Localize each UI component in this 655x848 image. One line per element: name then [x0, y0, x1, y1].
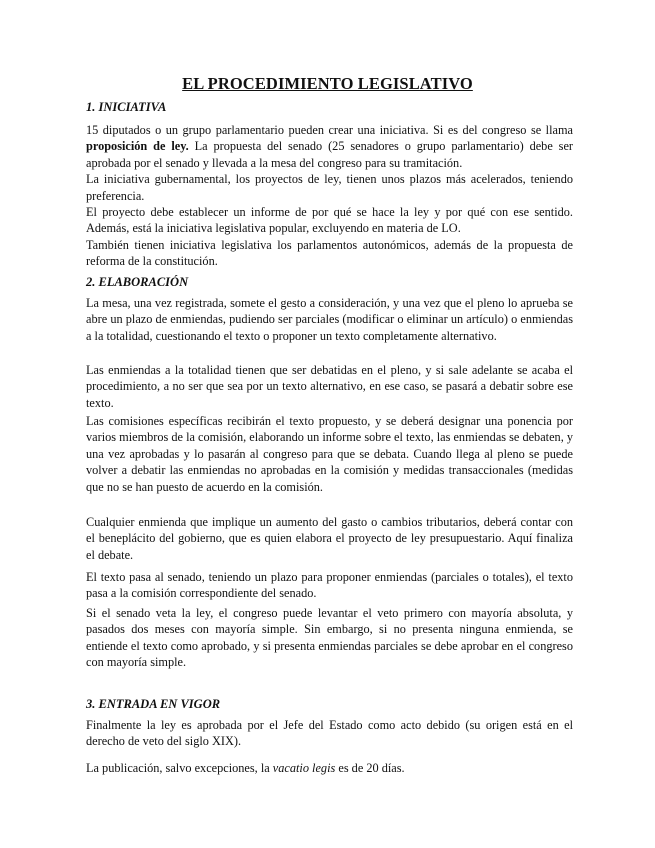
paragraph-text: es de 20 días. — [335, 761, 405, 775]
paragraph-text: La publicación, salvo excepciones, la — [86, 761, 273, 775]
section-body-elaboracion-4 — [86, 514, 573, 563]
paragraph: Si el senado veta la ley, el congreso puede levantar el veto primero con mayoría absoluta, y pasados dos meses con mayoría simple. Sin embargo, si no presenta ninguna enmienda, se entiende el texto como aprobado, y si presenta enmiendas parciales se debe aprobar en el congreso con mayoría simple. — [86, 606, 573, 670]
paragraph: La iniciativa gubernamental, los proyectos de ley, tienen unos plazos más acelerados, teniendo preferencia. — [86, 172, 573, 203]
section-body-iniciativa — [86, 122, 573, 270]
paragraph: Las comisiones específicas recibirán el texto propuesto, y se deberá designar una ponencia por varios miembros de la comisión, elaborando un informe sobre el texto, las enmiendas se debaten, y una vez aprobadas y lo pasarán al congreso para que se debata. Cuando llega al pleno se puede volver a debatir las enmiendas no aprobadas en la comisión y medidas transaccionales (medidas que no se han puesto de acuerdo en la comisión. — [86, 414, 573, 494]
section-heading-entrada-en-vigor: 3. ENTRADA EN VIGOR — [86, 697, 221, 711]
paragraph-text: 15 diputados o un grupo parlamentario pueden crear una iniciativa. Si es del congreso se llama — [86, 123, 573, 137]
section-body-elaboracion-5 — [86, 569, 573, 602]
section-body-elaboracion-3 — [86, 413, 573, 495]
paragraph: El proyecto debe establecer un informe de por qué se hace la ley y por qué con ese sentido. Además, está la iniciativa legislativa popular, excluyendo en materia de LO. — [86, 205, 573, 236]
section-body-entrada-2 — [86, 760, 573, 776]
paragraph: El texto pasa al senado, teniendo un plazo para proponer enmiendas (parciales o totales), el texto pasa a la comisión correspondiente del senado. — [86, 570, 573, 601]
section-body-elaboracion-6 — [86, 605, 573, 671]
paragraph-text: La propuesta del senado (25 senadores o grupo parlamentario) debe ser aprobada por el senado y llevada a la mesa del congreso para su tramitación. — [86, 139, 573, 170]
paragraph: También tienen iniciativa legislativa los parlamentos autonómicos, además de la propuesta de reforma de la constitución. — [86, 237, 573, 269]
paragraph: La mesa, una vez registrada, somete el gesto a consideración, y una vez que el pleno lo aprueba se abre un plazo de enmiendas, pudiendo ser parciales (modificar o eliminar un artículo) o enmiendas a la totalidad, cuestionando el texto o proponer un texto completamente alternativo. — [86, 296, 573, 343]
paragraph — [86, 122, 573, 171]
page-title: EL PROCEDIMIENTO LEGISLATIVO — [182, 74, 473, 93]
section-body-elaboracion-2 — [86, 362, 573, 411]
section-heading-iniciativa: 1. INICIATIVA — [86, 100, 167, 114]
paragraph: Finalmente la ley es aprobada por el Jefe del Estado como acto debido (su origen está en el derecho de veto del siglo XIX). — [86, 718, 573, 749]
section-body-entrada-1 — [86, 717, 573, 750]
paragraph: Cualquier enmienda que implique un aumento del gasto o cambios tributarios, deberá contar con el beneplácito del gobierno, que es quien elabora el proyecto de ley presupuestario. Aquí finaliza el debate. — [86, 515, 573, 562]
section-body-elaboracion-1 — [86, 295, 573, 344]
bold-term: proposición de ley. — [86, 139, 189, 154]
section-heading-elaboracion: 2. ELABORACIÓN — [86, 275, 189, 289]
italic-term: vacatio legis — [272, 761, 336, 775]
paragraph: Las enmiendas a la totalidad tienen que ser debatidas en el pleno, y si sale adelante se acaba el procedimiento, a no ser que sea por un texto alternativo, en ese caso, se pasará a debatir sobre ese texto. — [86, 363, 573, 410]
paragraph — [86, 760, 573, 776]
